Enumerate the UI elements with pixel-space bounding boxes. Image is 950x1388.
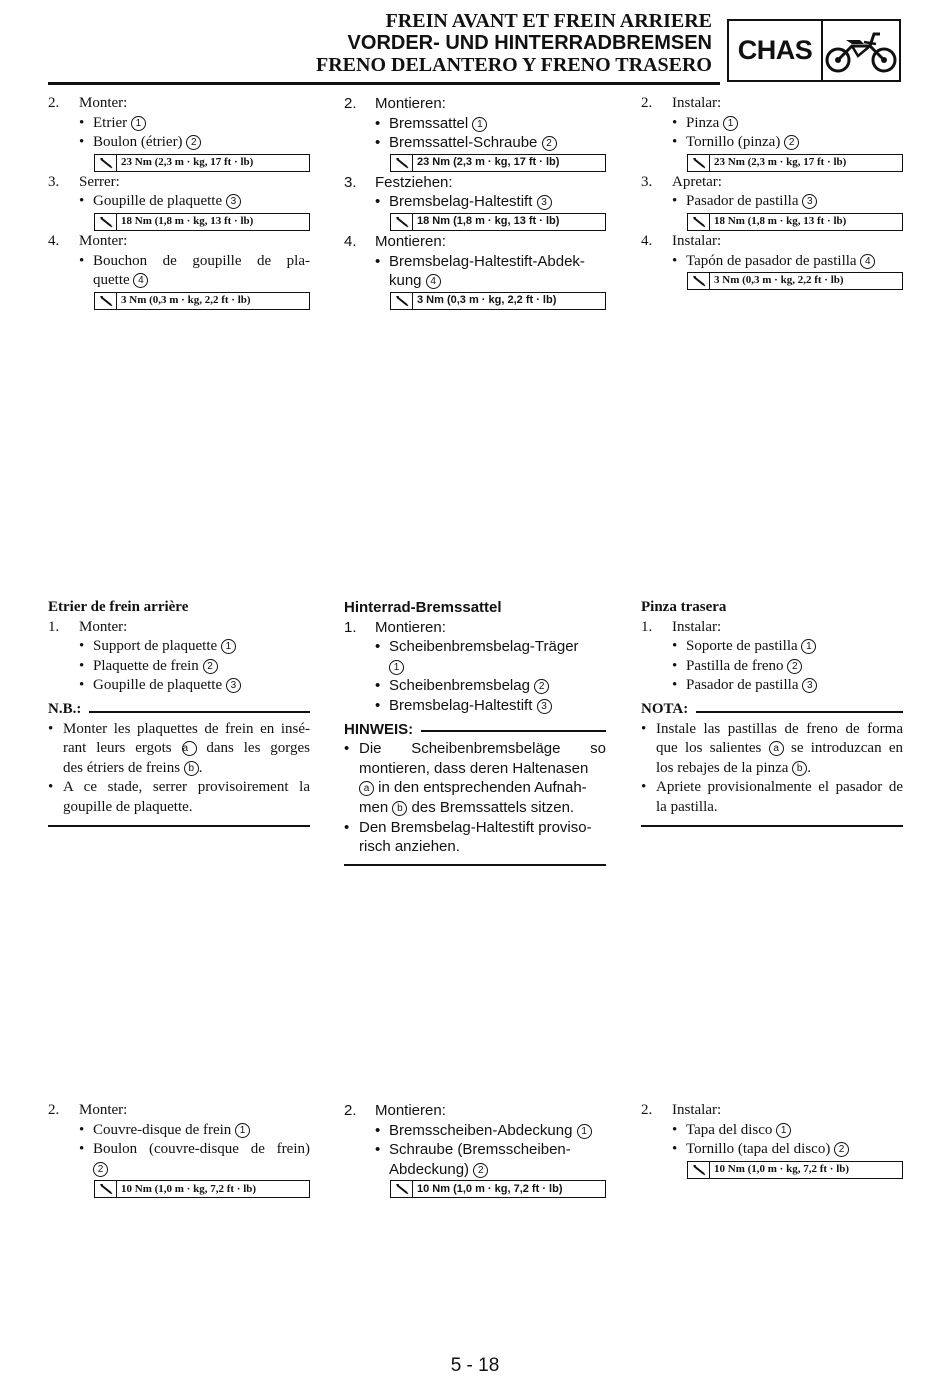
torque-spec-box: 23 Nm (2,3 m · kg, 17 ft · lb): [94, 154, 310, 172]
callout-number: 1: [723, 116, 738, 131]
callout-letter: a: [182, 741, 197, 756]
torque-spec-box: 10 Nm (1,0 m · kg, 7,2 ft · lb): [687, 1161, 903, 1179]
list-item: • Bremsbelag-Haltestift 3: [344, 192, 606, 212]
step: 2. Montieren:: [344, 95, 446, 112]
list-item: • Etrier 1: [48, 114, 310, 134]
callout-number: 3: [537, 699, 552, 714]
step: 2. Monter:: [48, 95, 128, 111]
callout-number: 3: [226, 194, 241, 209]
step: 4. Monter:: [48, 232, 128, 249]
note-item: • Apriete provisionalmente el pasador de la pastilla.: [641, 779, 903, 815]
step: 2. Monter:: [48, 1102, 128, 1118]
title-german: VORDER- UND HINTERRADBREMSEN: [347, 32, 712, 54]
callout-number: 1: [221, 639, 236, 654]
list-item: • Schraube (Bremsscheiben-Abdeckung) 2: [375, 1141, 571, 1178]
torque-wrench-icon: [391, 1181, 413, 1197]
step: 2. Montieren:: [344, 1102, 446, 1119]
list-item: • Pasador de pastilla 3: [641, 192, 903, 212]
note-end-rule: [48, 825, 310, 827]
step: 3. Apretar:: [641, 173, 722, 190]
callout-number: 1: [389, 660, 404, 675]
callout-number: 3: [537, 195, 552, 210]
list-item: • Tornillo (tapa del disco) 2: [641, 1140, 903, 1160]
callout-number: 1: [235, 1123, 250, 1138]
title-french: FREIN AVANT ET FREIN ARRIERE: [385, 10, 712, 32]
motorcycle-icon: [823, 21, 899, 80]
torque-spec-box: 3 Nm (0,3 m · kg, 2,2 ft · lb): [390, 292, 606, 310]
top-french-column: [48, 94, 310, 311]
note-end-rule: [641, 825, 903, 827]
section-title: Pinza trasera: [641, 599, 727, 615]
note-item: • A ce stade, serrer provisoirement la goupille de plaquette.: [48, 779, 310, 815]
torque-wrench-icon: [688, 273, 710, 289]
callout-number: 1: [472, 117, 487, 132]
torque-spec-box: 18 Nm (1,8 m · kg, 13 ft · lb): [390, 213, 606, 231]
callout-number: 2: [186, 135, 201, 150]
list-item: • Boulon (étrier) 2: [48, 133, 310, 153]
callout-number: 2: [542, 136, 557, 151]
callout-number: 2: [473, 1163, 488, 1178]
top-spanish-column: [641, 94, 903, 291]
callout-number: 3: [226, 678, 241, 693]
list-item: • Boulon (couvre-disque de frein) 2: [79, 1141, 310, 1175]
torque-wrench-icon: [391, 214, 413, 230]
list-item: • Scheibenbremsbelag 2: [344, 676, 606, 696]
callout-number: 4: [860, 254, 875, 269]
note-heading: N.B.:: [48, 700, 310, 720]
list-item: • Pastilla de freno 2: [641, 657, 903, 677]
callout-number: 1: [776, 1123, 791, 1138]
callout-number: 2: [787, 659, 802, 674]
callout-number: 4: [426, 274, 441, 289]
note-heading: NOTA:: [641, 700, 903, 720]
middle-german-column: [344, 598, 606, 866]
step: 1. Monter:: [48, 618, 128, 635]
callout-letter: a: [769, 741, 784, 756]
callout-number: 2: [534, 679, 549, 694]
section-title: Etrier de frein arrière: [48, 599, 189, 615]
torque-spec-box: 10 Nm (1,0 m · kg, 7,2 ft · lb): [390, 1180, 606, 1198]
step: 2. Instalar:: [641, 1102, 722, 1118]
callout-number: 2: [834, 1142, 849, 1157]
torque-spec-box: 23 Nm (2,3 m · kg, 17 ft · lb): [687, 154, 903, 172]
callout-number: 1: [577, 1124, 592, 1139]
callout-number: 4: [133, 273, 148, 288]
list-item: • Support de plaquette 1: [48, 637, 310, 657]
torque-wrench-icon: [95, 155, 117, 171]
callout-number: 2: [784, 135, 799, 150]
callout-letter: b: [792, 761, 807, 776]
torque-wrench-icon: [95, 1181, 117, 1197]
page-header-titles: [316, 10, 712, 76]
step: 4. Montieren:: [344, 232, 446, 250]
torque-spec-box: 18 Nm (1,8 m · kg, 13 ft · lb): [94, 213, 310, 231]
callout-letter: a: [359, 781, 374, 796]
torque-spec-box: 10 Nm (1,0 m · kg, 7,2 ft · lb): [94, 1180, 310, 1198]
torque-wrench-icon: [391, 293, 413, 309]
torque-wrench-icon: [688, 155, 710, 171]
top-german-column: [344, 94, 606, 311]
callout-letter: b: [392, 801, 407, 816]
list-item: • Couvre-disque de frein 1: [48, 1121, 310, 1141]
bottom-french-column: [48, 1101, 310, 1199]
callout-number: 1: [801, 639, 816, 654]
torque-wrench-icon: [688, 1162, 710, 1178]
title-spanish: FRENO DELANTERO Y FRENO TRASERO: [316, 54, 712, 76]
list-item: • Bremsscheiben-Abdeckung 1: [344, 1121, 606, 1141]
section-title: Hinterrad-Bremssattel: [344, 599, 502, 616]
callout-number: 1: [131, 116, 146, 131]
torque-spec-box: 18 Nm (1,8 m · kg, 13 ft · lb): [687, 213, 903, 231]
list-item: • Bouchon de goupille de pla- quette 4: [79, 252, 310, 289]
step: 1. Instalar:: [641, 618, 722, 635]
header-rule: [48, 82, 720, 85]
list-item: • Pasador de pastilla 3: [641, 676, 903, 696]
callout-number: 3: [802, 194, 817, 209]
list-item: • Pinza 1: [641, 114, 903, 134]
list-item: • Goupille de plaquette 3: [48, 192, 310, 212]
list-item: • Bremsbelag-Haltestift-Abdek- kung 4: [375, 252, 585, 290]
torque-wrench-icon: [688, 214, 710, 230]
section-badge: [727, 19, 901, 82]
torque-spec-box: 3 Nm (0,3 m · kg, 2,2 ft · lb): [94, 292, 310, 310]
note-item: • Instale las pastillas de freno de forma que los salientes a se introduzcan en los rebajes de la pinza b .: [641, 720, 904, 776]
list-item: • Bremsbelag-Haltestift 3: [344, 696, 606, 716]
callout-number: 3: [802, 678, 817, 693]
callout-number: 2: [93, 1162, 108, 1177]
torque-spec-box: 3 Nm (0,3 m · kg, 2,2 ft · lb): [687, 272, 903, 290]
middle-french-column: [48, 598, 310, 827]
torque-wrench-icon: [391, 155, 413, 171]
note-item: • Die Scheibenbremsbeläge so montieren, dass deren Haltenasen a in den entsprechenden Aufnah- men b des Bremssattels sitzen.: [344, 740, 606, 816]
note-item: • Den Bremsbelag-Haltestift proviso-risch anziehen.: [344, 818, 592, 856]
step: 3. Festziehen:: [344, 173, 453, 191]
bottom-spanish-column: [641, 1101, 903, 1180]
list-item: • Soporte de pastilla 1: [641, 637, 903, 657]
step: 4. Instalar:: [641, 232, 722, 249]
page-number: 5 - 18: [450, 1355, 500, 1376]
list-item: • Scheibenbremsbelag-Träger 1: [375, 638, 579, 673]
list-item: • Tornillo (pinza) 2: [641, 133, 903, 153]
list-item: • Goupille de plaquette 3: [48, 676, 310, 696]
note-end-rule: [344, 864, 606, 866]
list-item: • Bremssattel-Schraube 2: [344, 133, 606, 153]
callout-number: 2: [203, 659, 218, 674]
section-label: CHAS: [729, 21, 823, 80]
callout-letter: b: [184, 761, 199, 776]
list-item: • Tapa del disco 1: [641, 1121, 903, 1141]
middle-spanish-column: [641, 598, 903, 827]
torque-wrench-icon: [95, 293, 117, 309]
list-item: • Bremssattel 1: [344, 114, 606, 134]
note-item: • Monter les plaquettes de frein en insé- rant leurs ergots a dans les gorges des étriers de freins b .: [48, 720, 310, 776]
note-heading: HINWEIS:: [344, 720, 606, 740]
bottom-german-column: [344, 1101, 606, 1199]
list-item: • Tapón de pasador de pastilla 4: [641, 252, 903, 272]
list-item: • Plaquette de frein 2: [48, 657, 310, 677]
step: 2. Instalar:: [641, 95, 722, 111]
step: 1. Montieren:: [344, 618, 446, 636]
step: 3. Serrer:: [48, 173, 120, 190]
torque-wrench-icon: [95, 214, 117, 230]
torque-spec-box: 23 Nm (2,3 m · kg, 17 ft · lb): [390, 154, 606, 172]
